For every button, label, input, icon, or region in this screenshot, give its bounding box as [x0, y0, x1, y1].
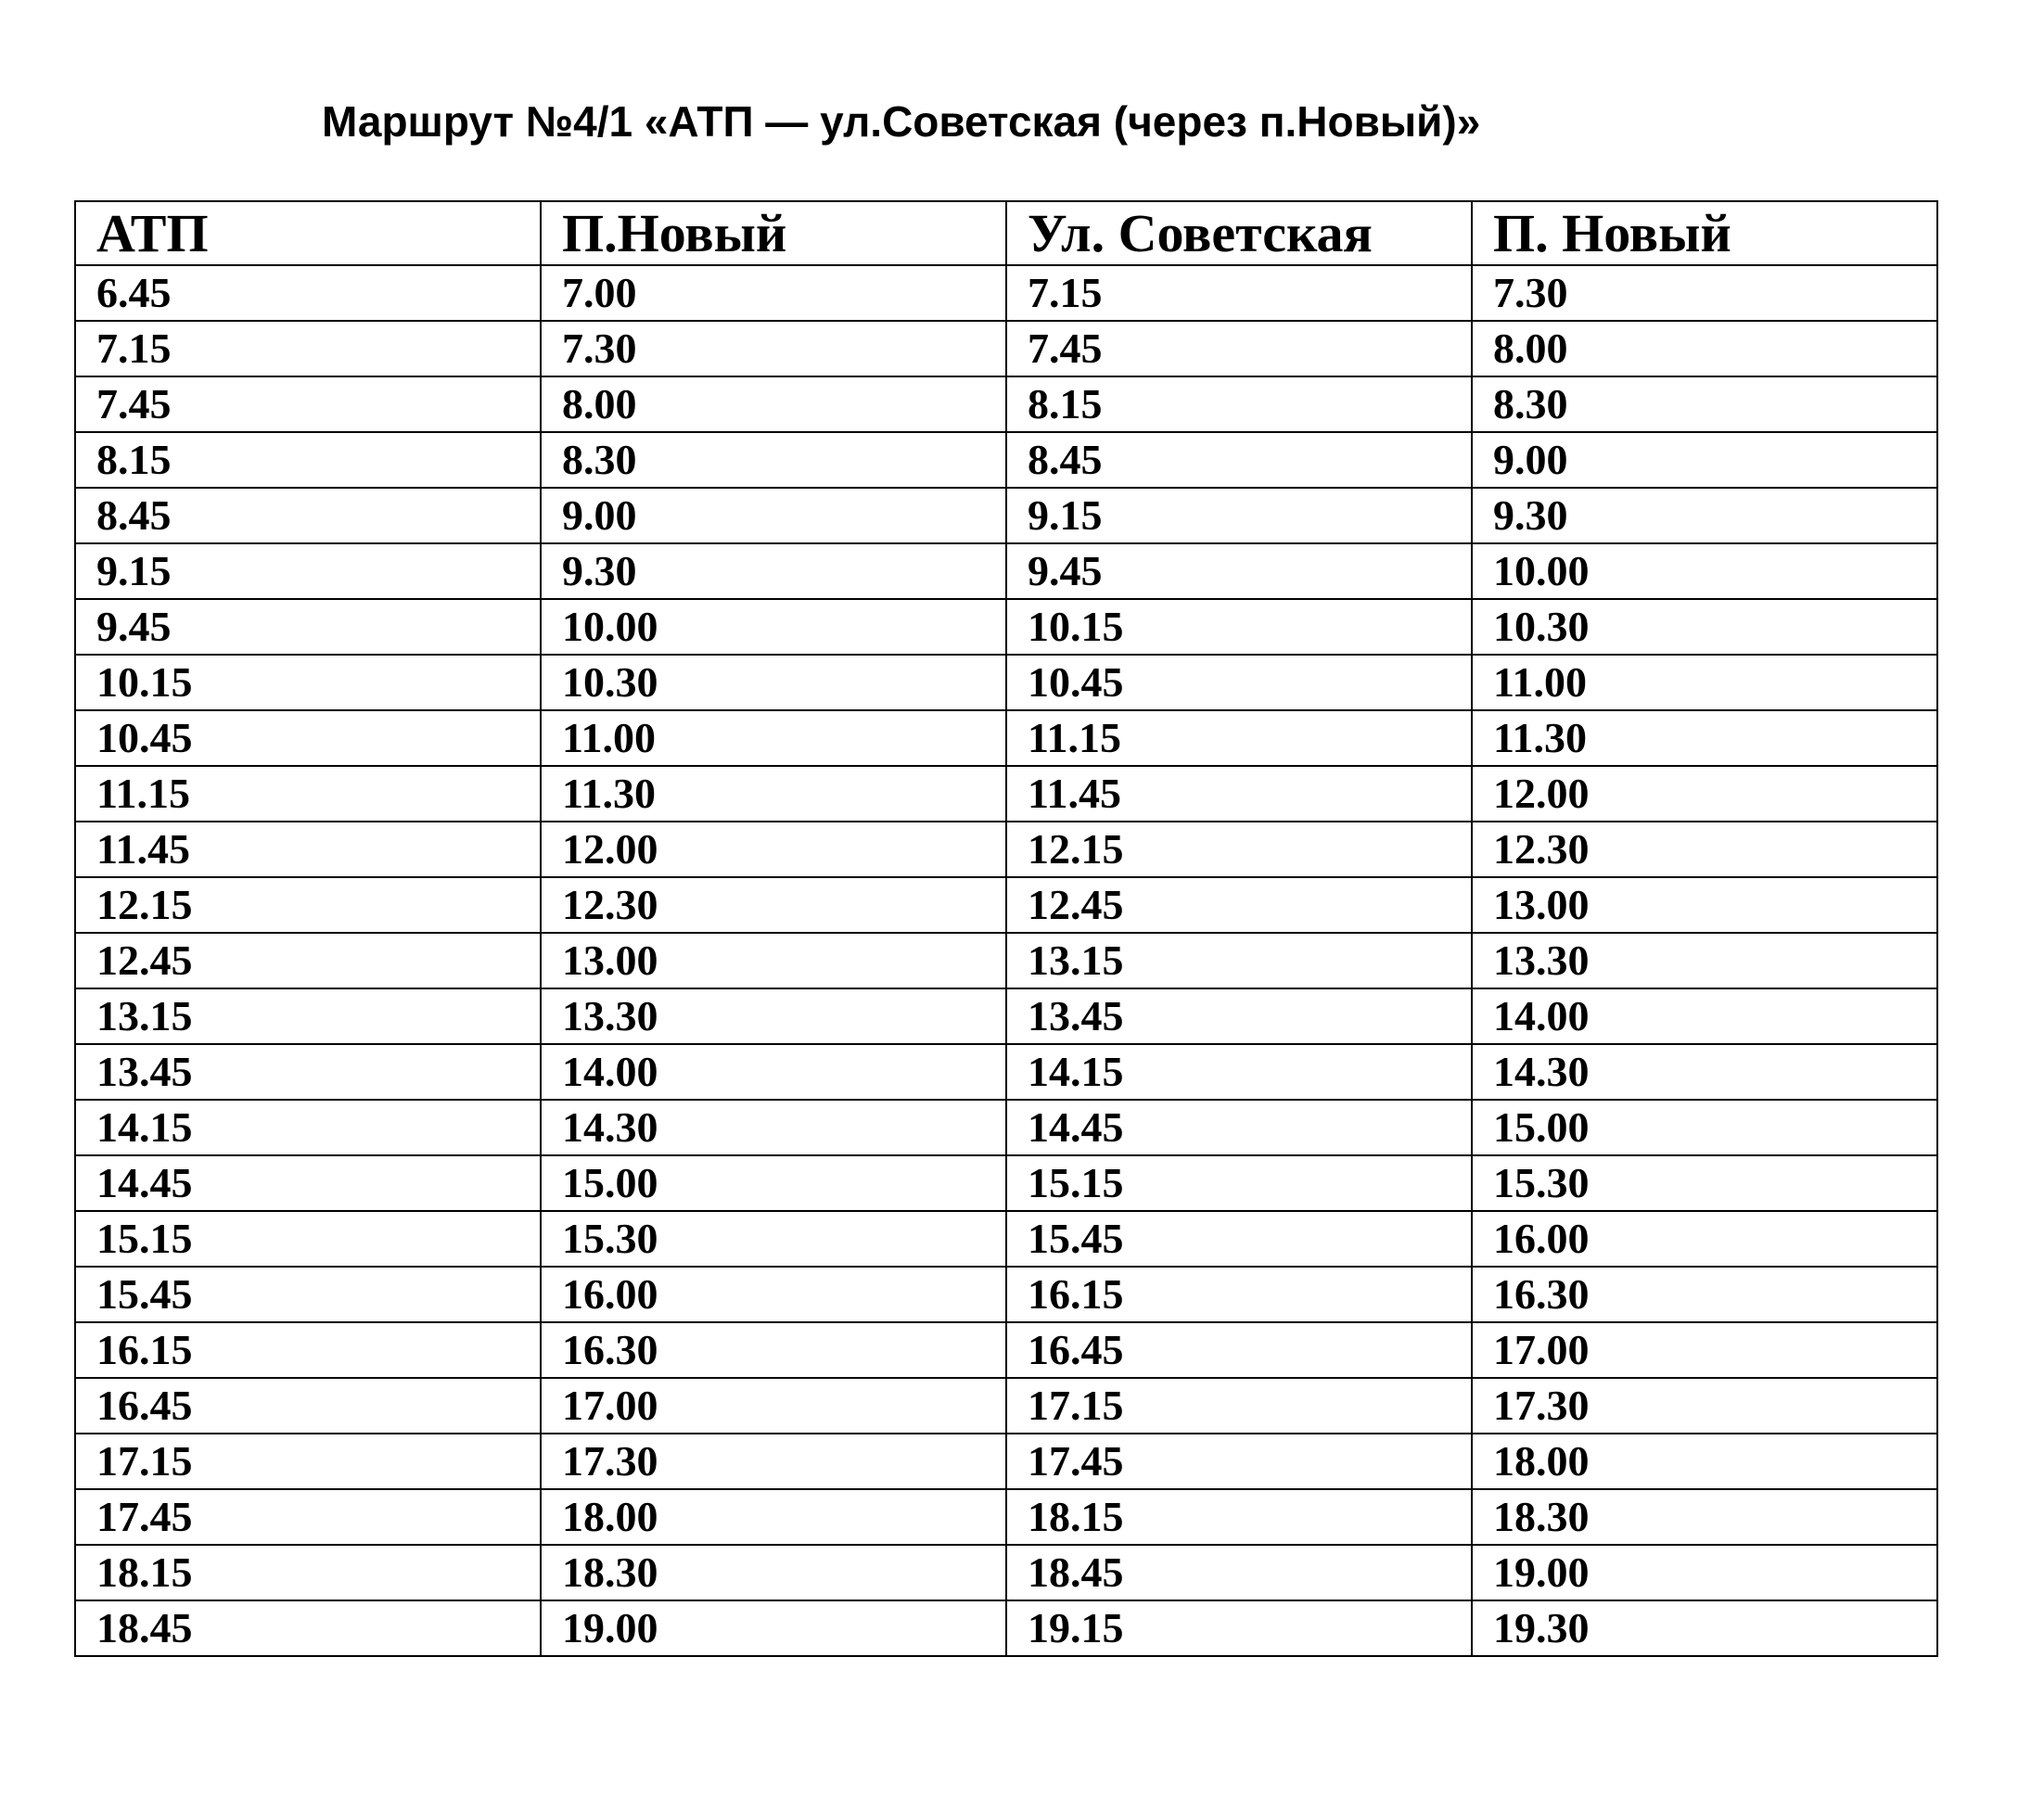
time-cell-p-novy: 15.00	[541, 1155, 1006, 1211]
schedule-body	[75, 265, 1937, 1656]
table-row	[75, 376, 1937, 432]
time-cell-ul-sovetskaya: 16.15	[1006, 1267, 1472, 1322]
time-cell-atp: 13.45	[75, 1044, 541, 1100]
time-cell-p-novy: 9.00	[541, 488, 1006, 543]
time-cell-p-novy-return: 12.30	[1472, 822, 1937, 877]
time-cell-p-novy-return: 10.00	[1472, 543, 1937, 599]
time-cell-atp: 12.45	[75, 933, 541, 988]
page-title: Маршрут №4/1 «АТП — ул.Советская (через п.Новый)»	[322, 97, 1481, 146]
time-cell-p-novy-return: 19.30	[1472, 1600, 1937, 1656]
time-cell-p-novy-return: 17.00	[1472, 1322, 1937, 1378]
time-cell-atp: 8.45	[75, 488, 541, 543]
table-row	[75, 877, 1937, 933]
time-cell-atp: 6.45	[75, 265, 541, 321]
table-row	[75, 988, 1937, 1044]
time-cell-p-novy-return: 10.30	[1472, 599, 1937, 655]
time-cell-p-novy-return: 15.30	[1472, 1155, 1937, 1211]
time-cell-ul-sovetskaya: 7.45	[1006, 321, 1472, 376]
schedule-table	[74, 200, 1938, 1657]
time-cell-atp: 12.15	[75, 877, 541, 933]
table-row	[75, 1322, 1937, 1378]
time-cell-atp: 16.15	[75, 1322, 541, 1378]
time-cell-atp: 7.15	[75, 321, 541, 376]
time-cell-ul-sovetskaya: 8.15	[1006, 376, 1472, 432]
table-row	[75, 822, 1937, 877]
header-row	[75, 201, 1937, 265]
column-header-atp: АТП	[75, 201, 541, 265]
time-cell-atp: 14.15	[75, 1100, 541, 1155]
time-cell-ul-sovetskaya: 10.45	[1006, 655, 1472, 710]
time-cell-atp: 14.45	[75, 1155, 541, 1211]
time-cell-atp: 11.15	[75, 766, 541, 822]
time-cell-p-novy-return: 15.00	[1472, 1100, 1937, 1155]
time-cell-p-novy-return: 13.00	[1472, 877, 1937, 933]
time-cell-ul-sovetskaya: 9.15	[1006, 488, 1472, 543]
time-cell-ul-sovetskaya: 11.15	[1006, 710, 1472, 766]
time-cell-p-novy: 12.30	[541, 877, 1006, 933]
time-cell-p-novy-return: 9.30	[1472, 488, 1937, 543]
time-cell-p-novy: 13.30	[541, 988, 1006, 1044]
time-cell-p-novy: 13.00	[541, 933, 1006, 988]
time-cell-ul-sovetskaya: 9.45	[1006, 543, 1472, 599]
time-cell-p-novy-return: 14.30	[1472, 1044, 1937, 1100]
time-cell-p-novy: 18.00	[541, 1489, 1006, 1545]
time-cell-p-novy: 10.00	[541, 599, 1006, 655]
time-cell-atp: 11.45	[75, 822, 541, 877]
time-cell-atp: 7.45	[75, 376, 541, 432]
time-cell-atp: 17.45	[75, 1489, 541, 1545]
time-cell-p-novy-return: 9.00	[1472, 432, 1937, 488]
time-cell-ul-sovetskaya: 7.15	[1006, 265, 1472, 321]
column-header-p-novy: П.Новый	[541, 201, 1006, 265]
time-cell-ul-sovetskaya: 12.15	[1006, 822, 1472, 877]
time-cell-ul-sovetskaya: 11.45	[1006, 766, 1472, 822]
time-cell-p-novy: 17.00	[541, 1378, 1006, 1434]
time-cell-ul-sovetskaya: 12.45	[1006, 877, 1472, 933]
time-cell-ul-sovetskaya: 15.15	[1006, 1155, 1472, 1211]
time-cell-p-novy-return: 18.30	[1472, 1489, 1937, 1545]
time-cell-p-novy-return: 18.00	[1472, 1434, 1937, 1489]
table-row	[75, 766, 1937, 822]
table-row	[75, 488, 1937, 543]
time-cell-atp: 15.45	[75, 1267, 541, 1322]
time-cell-p-novy: 7.00	[541, 265, 1006, 321]
time-cell-p-novy: 11.30	[541, 766, 1006, 822]
time-cell-atp: 15.15	[75, 1211, 541, 1267]
time-cell-p-novy-return: 19.00	[1472, 1545, 1937, 1600]
table-row	[75, 1489, 1937, 1545]
table-row	[75, 1600, 1937, 1656]
time-cell-p-novy-return: 8.30	[1472, 376, 1937, 432]
time-cell-ul-sovetskaya: 18.15	[1006, 1489, 1472, 1545]
time-cell-atp: 17.15	[75, 1434, 541, 1489]
table-row	[75, 933, 1937, 988]
column-header-p-novy-return: П. Новый	[1472, 201, 1937, 265]
table-row	[75, 1378, 1937, 1434]
time-cell-ul-sovetskaya: 14.45	[1006, 1100, 1472, 1155]
time-cell-ul-sovetskaya: 16.45	[1006, 1322, 1472, 1378]
table-row	[75, 1267, 1937, 1322]
time-cell-p-novy: 9.30	[541, 543, 1006, 599]
table-row	[75, 1044, 1937, 1100]
table-row	[75, 1434, 1937, 1489]
time-cell-ul-sovetskaya: 17.15	[1006, 1378, 1472, 1434]
time-cell-ul-sovetskaya: 15.45	[1006, 1211, 1472, 1267]
time-cell-p-novy-return: 16.00	[1472, 1211, 1937, 1267]
time-cell-atp: 10.15	[75, 655, 541, 710]
time-cell-p-novy: 11.00	[541, 710, 1006, 766]
time-cell-atp: 18.15	[75, 1545, 541, 1600]
time-cell-p-novy: 14.30	[541, 1100, 1006, 1155]
time-cell-p-novy: 12.00	[541, 822, 1006, 877]
time-cell-ul-sovetskaya: 10.15	[1006, 599, 1472, 655]
time-cell-p-novy-return: 7.30	[1472, 265, 1937, 321]
time-cell-p-novy: 15.30	[541, 1211, 1006, 1267]
time-cell-ul-sovetskaya: 13.45	[1006, 988, 1472, 1044]
time-cell-p-novy: 17.30	[541, 1434, 1006, 1489]
time-cell-p-novy: 14.00	[541, 1044, 1006, 1100]
time-cell-p-novy-return: 16.30	[1472, 1267, 1937, 1322]
time-cell-p-novy: 18.30	[541, 1545, 1006, 1600]
time-cell-atp: 16.45	[75, 1378, 541, 1434]
time-cell-ul-sovetskaya: 13.15	[1006, 933, 1472, 988]
time-cell-p-novy: 8.30	[541, 432, 1006, 488]
time-cell-atp: 9.45	[75, 599, 541, 655]
table-row	[75, 710, 1937, 766]
time-cell-p-novy: 8.00	[541, 376, 1006, 432]
time-cell-p-novy-return: 17.30	[1472, 1378, 1937, 1434]
column-header-ul-sovetskaya: Ул. Советская	[1006, 201, 1472, 265]
time-cell-atp: 10.45	[75, 710, 541, 766]
time-cell-ul-sovetskaya: 17.45	[1006, 1434, 1472, 1489]
time-cell-ul-sovetskaya: 8.45	[1006, 432, 1472, 488]
time-cell-p-novy-return: 14.00	[1472, 988, 1937, 1044]
time-cell-p-novy: 10.30	[541, 655, 1006, 710]
time-cell-ul-sovetskaya: 18.45	[1006, 1545, 1472, 1600]
time-cell-p-novy: 16.00	[541, 1267, 1006, 1322]
table-row	[75, 599, 1937, 655]
time-cell-p-novy-return: 11.30	[1472, 710, 1937, 766]
time-cell-p-novy-return: 13.30	[1472, 933, 1937, 988]
time-cell-atp: 13.15	[75, 988, 541, 1044]
table-row	[75, 655, 1937, 710]
table-row	[75, 1155, 1937, 1211]
table-row	[75, 265, 1937, 321]
time-cell-ul-sovetskaya: 14.15	[1006, 1044, 1472, 1100]
time-cell-p-novy: 19.00	[541, 1600, 1006, 1656]
table-row	[75, 1211, 1937, 1267]
table-row	[75, 1545, 1937, 1600]
time-cell-p-novy: 16.30	[541, 1322, 1006, 1378]
time-cell-atp: 18.45	[75, 1600, 541, 1656]
time-cell-ul-sovetskaya: 19.15	[1006, 1600, 1472, 1656]
time-cell-p-novy-return: 8.00	[1472, 321, 1937, 376]
table-row	[75, 321, 1937, 376]
time-cell-p-novy: 7.30	[541, 321, 1006, 376]
table-row	[75, 1100, 1937, 1155]
table-row	[75, 543, 1937, 599]
table-row	[75, 432, 1937, 488]
time-cell-atp: 8.15	[75, 432, 541, 488]
time-cell-p-novy-return: 12.00	[1472, 766, 1937, 822]
time-cell-p-novy-return: 11.00	[1472, 655, 1937, 710]
time-cell-atp: 9.15	[75, 543, 541, 599]
